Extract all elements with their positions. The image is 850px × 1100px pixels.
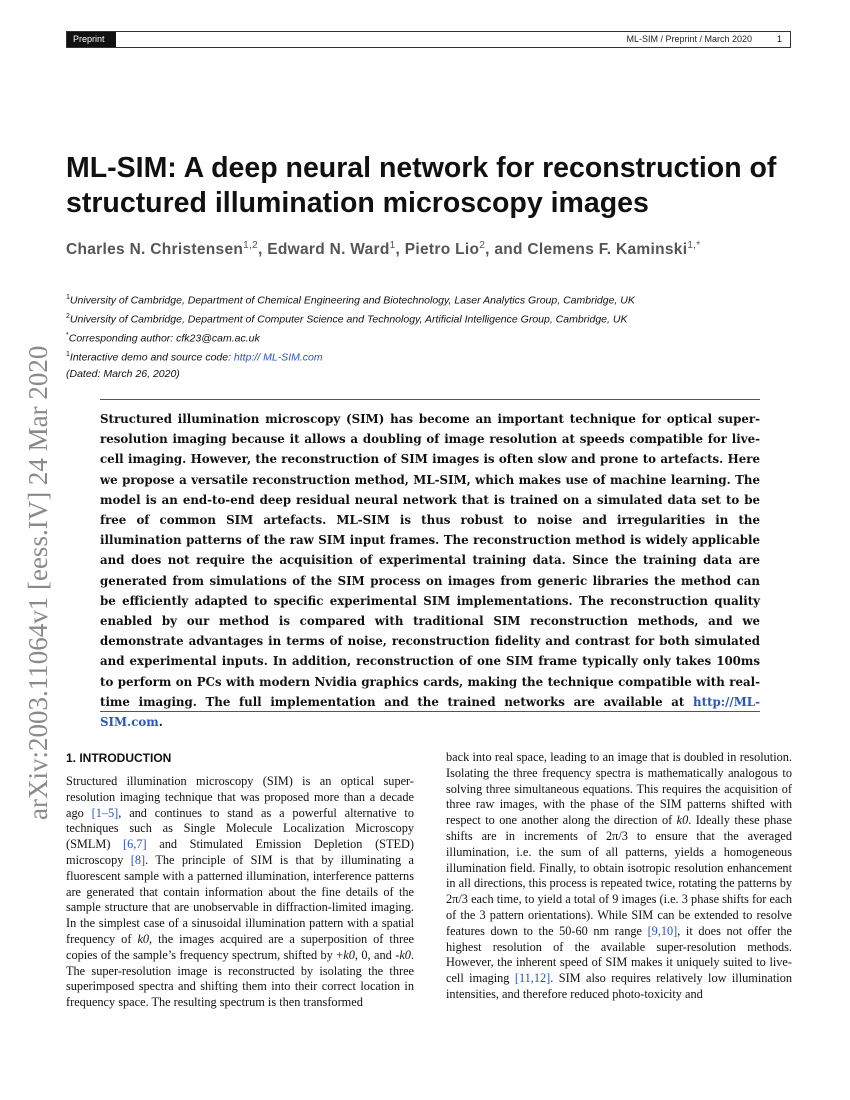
affiliations [66, 290, 786, 366]
abstract-end: . [158, 715, 163, 730]
affiliation-text: University of Cambridge, Department of Computer Science and Technology, Artificial Intelligence Group, Cambridge, UK [69, 313, 628, 326]
author-affiliation-mark: 2 [479, 240, 486, 251]
text-run: . The super-resolution image is reconstructed by isolating the three superimposed spectra and shifting them into their correct location in frequency space. The resulting spectrum is then transformed [66, 947, 414, 1010]
demo-note: Interactive demo and source code: [69, 351, 234, 364]
author-affiliation-mark: 1,* [687, 240, 701, 251]
abstract-text: Structured illumination microscopy (SIM) has become an important technique for optical super-resolution imaging because it allows a doubling of image resolution at speeds compatible for live-cell imaging. However, the reconstruction of SIM images is often slow and prone to artefacts. Here we propose a versatile reconstruction method, ML-SIM, which makes use of machine learning. The model is an end-to-end deep residual neural network that is trained on a simulated data set to be free of common SIM artefacts. ML-SIM is thus robust to noise and irregularities in the illumination patterns of the raw SIM input frames. The reconstruction method is widely applicable and does not require the acquisition of experimental training data. Since the training data are generated from simulations of the SIM process on images from generic libraries the method can be efficiently adapted to specific experimental SIM implementations. The reconstruction quality enabled by our method is compared with traditional SIM reconstruction methods, and we demonstrate advantages in terms of noise, reconstruction fidelity and contrast for both simulated and experimental inputs. In addition, reconstruction of one SIM frame typically only takes 100ms to perform on PCs with modern Nvidia graphics cards, making the technique compatible with real-time imaging. The full implementation and the trained networks are available at [100, 412, 760, 709]
citation-link[interactable]: [6,7] [123, 837, 147, 852]
author-affiliation-mark: 1 [389, 240, 396, 251]
date-line: (Dated: March 26, 2020) [66, 368, 180, 380]
author-name: Edward N. Ward [267, 241, 390, 259]
section-heading: 1. INTRODUCTION [66, 751, 172, 765]
text-run: . The principle of SIM is that by illuminating a fluorescent sample with a patterned illumination, interference patterns are generated that contain information about the fine details of the sample structure that are unobservable in diffraction-limited imaging. In the simplest case of a sinusoidal illumination pattern with a spatial frequency of [66, 852, 415, 946]
corresponding-author: Corresponding author: cfk23@cam.ac.uk [68, 332, 260, 345]
author-separator: , [395, 241, 405, 259]
text-run: and Stimulated Emission Depletion (STED) microscopy [66, 837, 415, 867]
affiliation-mark: 1 [66, 351, 70, 358]
citation-link[interactable]: [1–5] [91, 805, 119, 820]
text-run: . SIM also requires relatively low illumination intensities, and therefore reduced photo-toxicity and [446, 971, 793, 1001]
text-run: back into real space, leading to an image that is doubled in resolution. Isolating the three frequency spectra is mathematically analogous to solving three simultaneous equations. This requires the acquisition of three raw images, with the phase of the SIM patterns shifted with respect to one another along the direction of [446, 750, 792, 828]
arxiv-identifier-stamp: arXiv:2003.11064v1 [eess.IV] 24 Mar 2020 [23, 345, 53, 820]
affiliation-mark: 2 [66, 313, 70, 320]
author-separator: , and [485, 241, 528, 259]
affiliation-line [66, 347, 786, 366]
right-column-text [446, 750, 792, 1003]
left-column-text [66, 774, 414, 1011]
author-list [66, 235, 786, 260]
demo-link[interactable]: http:// ML-SIM.com [233, 351, 323, 364]
author-name: Clemens F. Kaminski [527, 241, 688, 259]
text-run: , 0, and - [354, 947, 400, 962]
citation-link[interactable]: [11,12] [514, 971, 551, 986]
abstract [100, 409, 760, 732]
page-number: 1 [776, 34, 782, 44]
text-run: , it does not offer the highest resolution of the available super-resolution methods. However, the inherent speed of SIM makes it uniquely suited to live-cell imaging [446, 923, 792, 986]
text-run: Structured illumination microscopy (SIM) is an optical super-resolution imaging technique that was proposed more than a decade ago [66, 774, 414, 820]
affiliation-text: University of Cambridge, Department of Chemical Engineering and Biotechnology, Laser Analytics Group, Cambridge, UK [69, 294, 635, 307]
math-symbol: k0 [137, 931, 150, 946]
author-name: Pietro Lio [404, 241, 480, 259]
citation-link[interactable]: [8] [130, 852, 146, 867]
preprint-badge: Preprint [67, 32, 116, 47]
abstract-divider-bottom [100, 711, 760, 712]
text-run: . Ideally these phase shifts are in increments of 2π/3 to ensure that the averaged illumination, i.e. the sum of all patterns, yields a homogeneous illumination field. Finally, to obtain isotropic resolution enhancement in all directions, this process is repeated twice, rotating the patterns by 2π/3 each time, to yield a total of 9 images (i.e. 3 phase shifts for each of the 3 pattern orientations). While SIM can be extended to resolve features down to the 50-60 nm range [446, 813, 792, 938]
running-head: ML-SIM / Preprint / March 2020 [626, 34, 752, 44]
text-run: , the images acquired are a superposition of three copies of the sample’s frequency spectrum, shifted by + [66, 931, 414, 962]
affiliation-mark: 1 [66, 294, 70, 301]
math-symbol: k0 [343, 947, 355, 962]
abstract-link[interactable]: http://ML-SIM.com [100, 694, 760, 730]
text-run: , and continues to stand as a powerful alternative to techniques such as Single Molecule Localization Microscopy (SMLM) [66, 805, 414, 852]
math-symbol: k0 [399, 947, 411, 962]
affiliation-line [66, 328, 786, 347]
affiliation-line [66, 309, 786, 328]
author-separator: , [257, 241, 268, 259]
math-symbol: k0 [676, 813, 689, 828]
paper-title: ML-SIM: A deep neural network for reconstruction of structured illumination microscopy images [66, 152, 777, 219]
author-affiliation-mark: 1,2 [243, 240, 258, 251]
citation-link[interactable]: [9,10] [647, 923, 678, 938]
abstract-divider-top [100, 399, 760, 400]
page-header [66, 31, 791, 48]
affiliation-line [66, 290, 786, 309]
affiliation-mark: * [66, 332, 69, 339]
author-name: Charles N. Christensen [66, 241, 244, 259]
